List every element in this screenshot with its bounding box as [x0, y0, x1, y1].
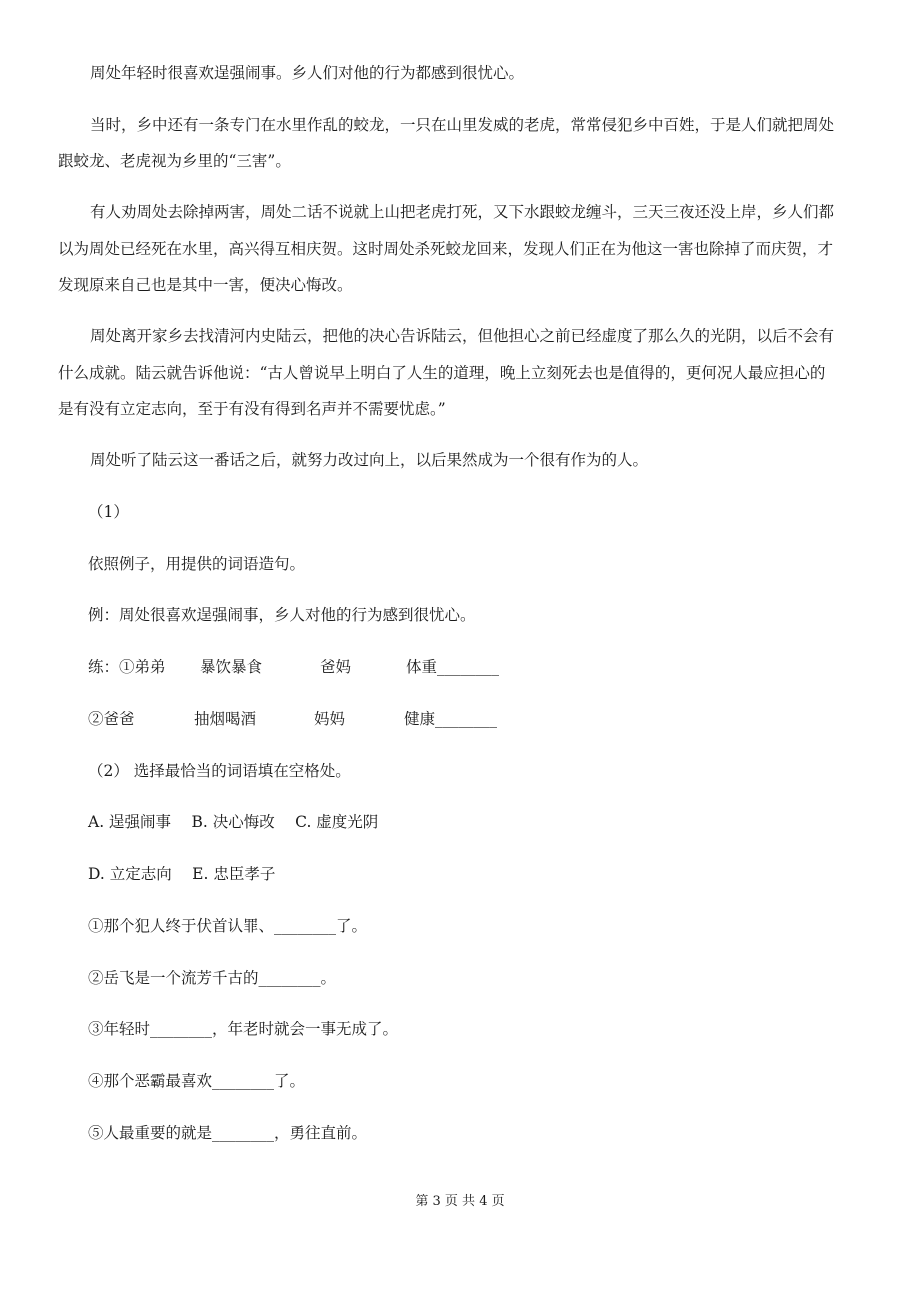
- q2-item-1[interactable]: ①那个犯人终于伏首认罪、________了。: [88, 917, 368, 935]
- practice2-blank[interactable]: 健康________: [404, 710, 498, 728]
- passage-line-5: 以为周处已经死在水里，高兴得互相庆贺。这时周处杀死蛟龙回来，发现人们正在为他这一害也除掉了而庆贺，才: [58, 240, 834, 258]
- practice2-person: 妈妈: [314, 710, 346, 728]
- passage-line-2: 当时，乡中还有一条专门在水里作乱的蛟龙，一只在山里发威的老虎，常常侵犯乡中百姓，于是人们就把周处: [90, 116, 835, 134]
- q2-header: （2） 选择最恰当的词语填在空格处。: [88, 762, 351, 780]
- q2-item-4[interactable]: ④那个恶霸最喜欢________了。: [88, 1072, 306, 1090]
- practice2-habit: 抽烟喝酒: [194, 710, 257, 728]
- passage-line-9: 是有没有立定志向，至于有没有得到名声并不需要忧虑。”: [58, 400, 446, 418]
- q2-options-row-2: D. 立定志向 E. 忠臣孝子: [88, 865, 276, 883]
- passage-line-7: 周处离开家乡去找清河内史陆云，把他的决心告诉陆云，但他担心之前已经虚度了那么久的光阴，以后不会有: [90, 327, 835, 345]
- practice2-subject: ②爸爸: [88, 710, 135, 728]
- passage-line-6: 发现原来自己也是其中一害，便决心悔改。: [58, 276, 353, 294]
- practice1-person: 爸妈: [320, 658, 352, 676]
- q2-options-row-1: A. 逞强闹事 B. 决心悔改 C. 虚度光阴: [88, 813, 379, 831]
- q1-number: （1）: [88, 503, 129, 521]
- passage-line-3: 跟蛟龙、老虎视为乡里的“三害”。: [58, 152, 291, 170]
- passage-line-8: 什么成就。陆云就告诉他说：“古人曾说早上明白了人生的道理，晚上立刻死去也是值得的，更何况人最应担心的: [58, 364, 826, 382]
- q2-item-5[interactable]: ⑤人最重要的就是________，勇往直前。: [88, 1124, 368, 1142]
- q2-item-2[interactable]: ②岳飞是一个流芳千古的________。: [88, 969, 337, 987]
- practice1-subject: 练：①弟弟: [88, 658, 166, 676]
- passage-line-4: 有人劝周处去除掉两害，周处二话不说就上山把老虎打死，又下水跟蛟龙缠斗，三天三夜还没上岸，乡人们都: [90, 203, 835, 221]
- practice1-habit: 暴饮暴食: [200, 658, 263, 676]
- passage-line-1: 周处年轻时很喜欢逞强闹事。乡人们对他的行为都感到很忧心。: [90, 64, 525, 82]
- q2-item-3[interactable]: ③年轻时________，年老时就会一事无成了。: [88, 1020, 399, 1038]
- page-footer: 第 3 页 共 4 页: [415, 1194, 505, 1209]
- passage-line-10: 周处听了陆云这一番话之后，就努力改过向上，以后果然成为一个很有作为的人。: [90, 451, 649, 469]
- q1-instruction: 依照例子，用提供的词语造句。: [88, 555, 306, 573]
- practice1-blank[interactable]: 体重________: [406, 658, 500, 676]
- q1-example: 例：周处很喜欢逞强闹事，乡人对他的行为感到很忧心。: [88, 606, 476, 624]
